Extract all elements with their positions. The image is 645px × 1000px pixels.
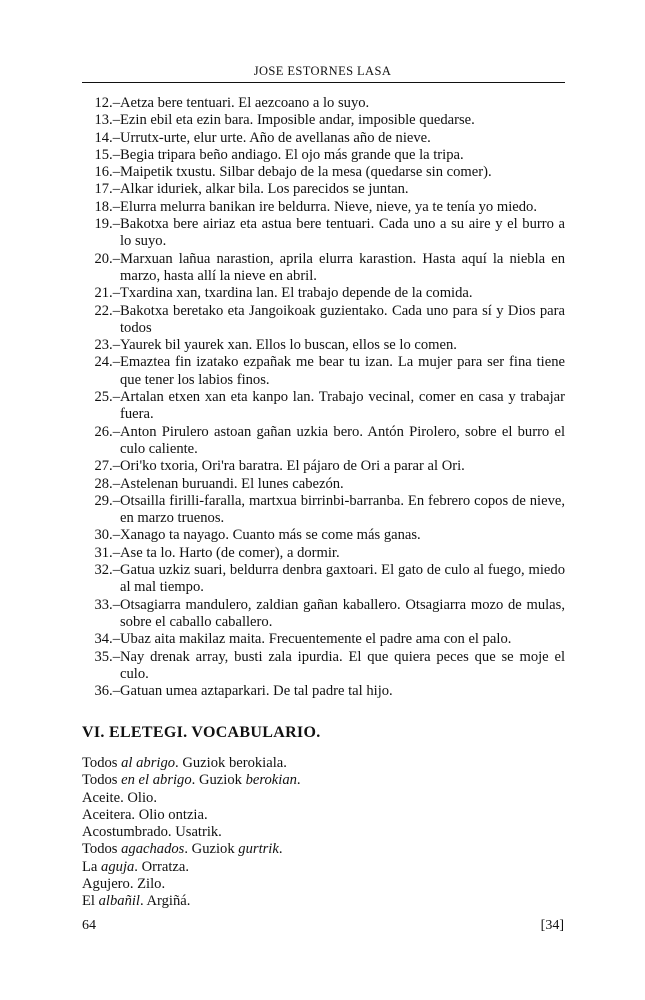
vocabulary-italic-term: albañil [98,893,140,910]
proverb-number: 34 .– [92,631,120,648]
proverb-text: Urrutx-urte, elur urte. Año de avellanas año de nieve. [120,129,431,146]
proverb-item [82,493,565,528]
page-number: 64 [82,918,96,933]
proverb-item [82,303,565,338]
vocabulary-italic-term: al abrigo [121,755,176,771]
proverb-number: 23 .– [92,337,120,354]
proverb-number: 31 .– [92,545,120,562]
proverb-number: 35 .– [92,649,120,666]
proverb-item [82,476,565,493]
proverb-text: Alkar iduriek, alkar bila. Los parecidos se juntan. [120,181,409,198]
proverb-number: 21 .– [92,285,120,302]
proverb-item [82,285,565,302]
proverb-text: Anton Pirulero astoan gañan uzkia bero. Antón Pirolero, sobre el burro el culo caliente. [120,423,565,457]
proverb-item [82,130,565,147]
proverb-number: 19 .– [92,216,120,233]
proverb-item [82,354,565,389]
proverb-item [82,95,565,112]
proverb-text: Xanago ta nayago. Cuanto más se come más ganas. [120,527,421,544]
proverb-number: 20 .– [92,251,120,268]
proverb-number: 28 .– [92,476,120,493]
proverb-item [82,527,565,544]
proverb-number: 18 .– [92,199,120,216]
proverb-item [82,597,565,632]
header-rule [82,82,565,83]
vocabulary-list [82,755,565,911]
proverb-item [82,424,565,459]
running-header: JOSE ESTORNES LASA [253,64,392,78]
vocabulary-entry: Todos en el abrigo. Guziok berokian. [82,772,301,789]
proverb-number: 24 .– [92,354,120,371]
proverb-number: 29 .– [92,493,120,510]
vocabulary-italic-term: gurtrik [238,841,279,858]
vocabulary-entry: El albañil. Argiñá. [82,893,191,910]
proverb-number: 27 .– [92,458,120,475]
proverb-item [82,181,565,198]
proverb-item [82,199,565,216]
proverb-text: Aetza bere tentuari. El aezcoano a lo suyo. [120,95,370,111]
proverb-text: Ori'ko txoria, Ori'ra baratra. El pájaro de Ori a parar al Ori. [120,458,465,475]
proverb-text: Gatuan umea aztaparkari. De tal padre tal hijo. [120,683,393,700]
vocabulary-italic-term: berokian [245,772,297,789]
vocabulary-italic-term: agachados [121,841,185,858]
proverb-number: 26 .– [92,424,120,441]
proverb-item [82,458,565,475]
proverb-text: Ubaz aita makilaz maita. Frecuentemente el padre ama con el palo. [120,631,512,648]
proverb-number: 36 .– [92,683,120,700]
proverb-text: Ase ta lo. Harto (de comer), a dormir. [120,544,340,561]
proverb-number: 17 .– [92,181,120,198]
proverb-text: Marxuan lañua narastion, aprila elurra karastion. Hasta aquí la niebla en marzo, hasta allí la nieve en abril. [120,250,565,284]
proverb-number: 14 .– [92,130,120,147]
proverb-item [82,389,565,424]
proverb-item [82,562,565,597]
proverb-text: Gatua uzkiz suari, beldurra denbra gaxtoari. El gato de culo al fuego, miedo al mal tiempo. [120,562,565,596]
vocabulary-entry: La aguja. Orratza. [82,858,189,875]
vocabulary-entry: Aceite. Olio. [82,789,157,806]
proverb-text: Otsagiarra mandulero, zaldian gañan kaballero. Otsagiarra mozo de mulas, sobre el caballo caballero. [120,596,565,630]
bracket-page-number: [34] [540,918,564,933]
proverb-item [82,683,565,700]
vocabulary-entry: Agujero. Zilo. [82,876,166,893]
proverb-number: 25 .– [92,389,120,406]
proverb-item [82,164,565,181]
proverb-number: 30 .– [92,527,120,544]
vocabulary-entry: Todos al abrigo. Guziok berokiala. [82,755,287,771]
proverb-number: 32 .– [92,562,120,579]
proverb-text: Bakotxa beretako eta Jangoikoak guzientako. Cada uno para sí y Dios para todos [120,302,565,336]
proverb-text: Txardina xan, txardina lan. El trabajo depende de la comida. [120,285,473,302]
vocabulary-entry: Acostumbrado. Usatrik. [82,824,222,841]
proverb-text: Elurra melurra banikan ire beldurra. Nieve, nieve, ya te tenía yo miedo. [120,198,537,215]
proverb-item [82,216,565,251]
proverb-text: Otsailla firilli-faralla, martxua birrinbi-barranba. En febrero copos de nieve, en marzo truenos. [120,492,565,527]
proverb-number: 16 .– [92,164,120,181]
proverb-item [82,545,565,562]
proverb-text: Maipetik txustu. Silbar debajo de la mesa (quedarse sin comer). [120,164,492,181]
proverb-text: Ezin ebil eta ezin bara. Imposible andar, imposible quedarse. [120,112,475,129]
vocabulary-italic-term: aguja [101,858,135,875]
proverb-text: Nay drenak array, busti zala ipurdia. El que quiera peces que se moje el culo. [120,648,565,682]
proverb-item [82,337,565,354]
proverb-number: 12 .– [92,95,120,112]
proverb-item [82,251,565,286]
section-title: VI. ELETEGI. VOCABULARIO. [82,724,321,741]
proverb-text: Artalan etxen xan eta kanpo lan. Trabajo vecinal, comer en casa y trabajar fuera. [120,389,565,423]
proverb-item [82,649,565,684]
vocabulary-entry: Aceitera. Olio ontzia. [82,806,208,823]
proverb-text: Emaztea fin izatako ezpañak me bear tu izan. La mujer para ser fina tiene que tener los labios finos. [120,354,565,388]
proverb-text: Begia tripara beño andiago. El ojo más grande que la tripa. [120,146,464,163]
proverb-text: Astelenan buruandi. El lunes cabezón. [120,475,344,492]
proverb-text: Bakotxa bere airiaz eta astua bere tentuari. Cada uno a su aire y el burro a lo suyo. [120,216,565,250]
vocabulary-italic-term: en el abrigo [121,772,192,789]
proverb-number: 15 .– [92,147,120,164]
proverb-number: 13 .– [92,112,120,129]
proverb-item [82,631,565,648]
proverb-list [82,95,565,700]
vocabulary-entry: Todos agachados. Guziok gurtrik. [82,841,283,858]
proverb-item [82,147,565,164]
proverb-text: Yaurek bil yaurek xan. Ellos lo buscan, ellos se lo comen. [120,337,457,354]
proverb-number: 33 .– [92,597,120,614]
proverb-item [82,112,565,129]
proverb-number: 22 .– [92,303,120,320]
